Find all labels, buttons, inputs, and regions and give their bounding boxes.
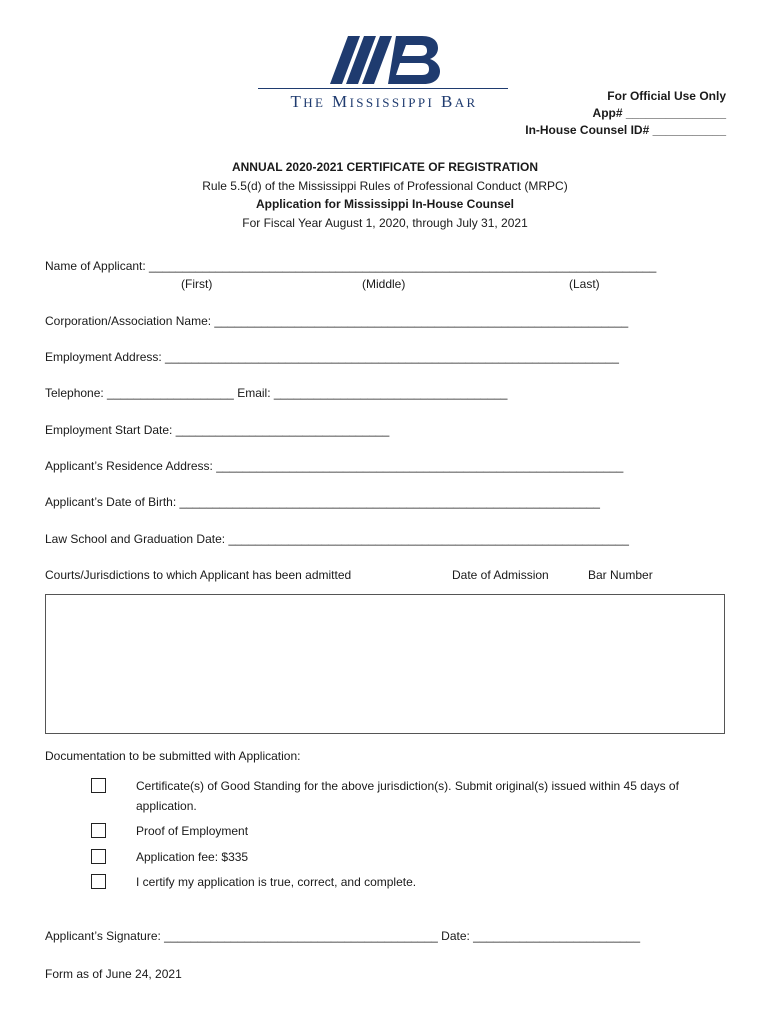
courts-entry-box[interactable] <box>45 594 725 734</box>
telephone-email-field[interactable]: Telephone: ___________________ Email: ___________________________________ <box>45 386 508 400</box>
certify-label: I certify my application is true, correct, and complete. <box>136 875 417 889</box>
residence-address-field[interactable]: Applicant’s Residence Address: _____________________________________________________________ <box>45 459 624 473</box>
employment-address-field[interactable]: Employment Address: ____________________________________________________________________ <box>45 350 619 364</box>
mississippi-bar-logo <box>330 36 440 84</box>
date-of-birth-field[interactable]: Applicant’s Date of Birth: _______________________________________________________________ <box>45 495 600 509</box>
good-standing-label-cont: application. <box>136 799 197 813</box>
courts-header: Courts/Jurisdictions to which Applicant has been admitted <box>45 568 352 582</box>
official-use-heading: For Official Use Only <box>607 89 726 103</box>
documentation-heading: Documentation to be submitted with Application: <box>45 749 301 763</box>
certify-checkbox[interactable] <box>91 874 106 889</box>
inhouse-counsel-id-field[interactable]: In-House Counsel ID# ___________ <box>525 123 726 137</box>
fiscal-year: For Fiscal Year August 1, 2020, through July 31, 2021 <box>242 216 528 230</box>
signature-date-field[interactable]: Applicant’s Signature: _________________________________________ Date: _________________________ <box>45 929 641 943</box>
date-of-admission-header: Date of Admission <box>452 568 549 582</box>
name-first-label: (First) <box>181 277 213 291</box>
logo-letter-b <box>388 36 440 84</box>
law-school-field[interactable]: Law School and Graduation Date: ____________________________________________________________ <box>45 532 629 546</box>
application-fee-label: Application fee: $335 <box>136 850 249 864</box>
app-number-field[interactable]: App# _______________ <box>592 106 726 120</box>
name-middle-label: (Middle) <box>362 277 406 291</box>
proof-of-employment-label: Proof of Employment <box>136 824 249 838</box>
proof-of-employment-checkbox[interactable] <box>91 823 106 838</box>
form-title: ANNUAL 2020-2021 CERTIFICATE OF REGISTRATION <box>231 160 539 174</box>
application-fee-checkbox[interactable] <box>91 849 106 864</box>
logo-divider <box>258 88 508 89</box>
logo-wordmark: THE MISSISSIPPI BAR <box>290 92 478 111</box>
good-standing-checkbox[interactable] <box>91 778 106 793</box>
name-of-applicant-field[interactable]: Name of Applicant: ____________________________________________________________________________ <box>45 259 657 273</box>
bar-number-header: Bar Number <box>588 568 653 582</box>
corporation-name-field[interactable]: Corporation/Association Name: ______________________________________________________________ <box>45 314 629 328</box>
application-title: Application for Mississippi In-House Counsel <box>255 197 515 211</box>
good-standing-label: Certificate(s) of Good Standing for the above jurisdiction(s). Submit original(s) issued within 45 days of <box>136 779 679 793</box>
name-last-label: (Last) <box>569 277 600 291</box>
employment-start-date-field[interactable]: Employment Start Date: ________________________________ <box>45 423 390 437</box>
form-version: Form as of June 24, 2021 <box>45 967 182 981</box>
rule-reference: Rule 5.5(d) of the Mississippi Rules of Professional Conduct (MRPC) <box>202 179 568 193</box>
